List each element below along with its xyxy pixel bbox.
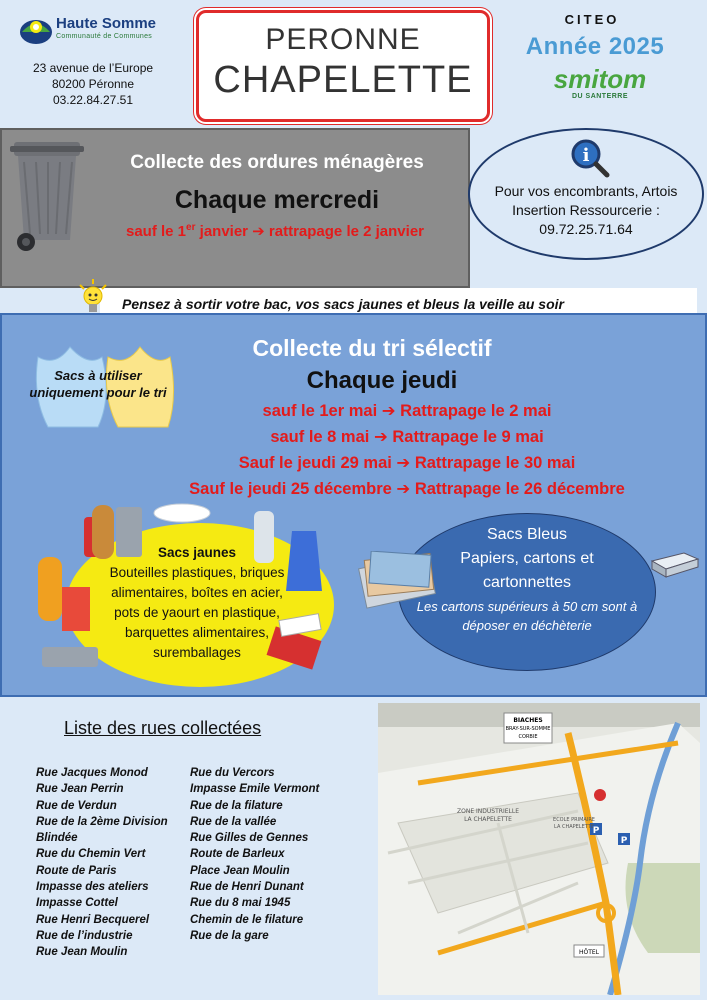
- sorting-exception: sauf le 1er mai ➔ Rattrapage le 2 mai: [262, 402, 552, 420]
- year-title: Année 2025: [525, 33, 665, 60]
- street-item: Rue de Verdun: [36, 799, 117, 812]
- sorting-exception: sauf le 8 mai ➔ Rattrapage le 9 mai: [270, 428, 544, 446]
- street-item: Impasse Cottel: [36, 897, 118, 910]
- smitom-name: smitom: [553, 64, 647, 94]
- street-item: Route de Paris: [36, 864, 117, 877]
- wheelie-bin-icon: [10, 136, 90, 254]
- household-exception-pre: sauf le 1: [126, 223, 187, 240]
- citeo-logo: CITEO: [564, 12, 620, 27]
- map-label-school: ECOLE PRIMAIRE: [553, 817, 595, 823]
- lightbulb-icon: [76, 278, 110, 318]
- street-item: Rue Jean Perrin: [36, 783, 124, 796]
- city-sign: [196, 10, 490, 122]
- household-title: Collecte des ordures ménagères: [130, 152, 424, 173]
- address-city: 80200 Péronne: [51, 77, 135, 91]
- address-block: [18, 60, 168, 108]
- street-item: Rue Henri Becquerel: [36, 913, 150, 926]
- street-item: Rue Jacques Monod: [36, 767, 148, 779]
- bags-usage-note: Sacs à utiliser uniquement pour le tri: [29, 368, 167, 400]
- streets-column-2: [190, 765, 370, 944]
- yellow-bags-items: Bouteilles plastiques, briques alimentaires, boîtes en acier, pots de yaourt en plastique, barquettes alimentaires, suremballages: [109, 565, 285, 660]
- street-item: Chemin de le filature: [190, 913, 304, 926]
- household-day: Chaque mercredi: [174, 186, 380, 214]
- street-item: Rue de la vallée: [190, 815, 277, 828]
- sorting-exception: Sauf le jeudi 29 mai ➔ Rattrapage le 30 mai: [238, 454, 576, 472]
- map-label-school-name: LA CHAPELETTE: [554, 824, 594, 830]
- street-item: Rue de la 2ème Division: [36, 815, 168, 828]
- map-label-zone: ZONE INDUSTRIELLE: [457, 808, 519, 815]
- street-item: Blindée: [36, 832, 78, 845]
- household-exception: [80, 222, 470, 240]
- sorting-title: Collecte du tri sélectif: [252, 335, 492, 361]
- street-item: Rue Jean Moulin: [36, 946, 128, 959]
- area-map: [378, 703, 700, 995]
- yellow-bags-title: Sacs jaunes: [157, 545, 237, 560]
- street-item: Route de Barleux: [190, 848, 285, 861]
- bulky-waste-text: Pour vos encombrants, Artois Insertion Ressourcerie : 09.72.25.71.64: [494, 183, 678, 237]
- street-item: Rue du Vercors: [190, 767, 275, 779]
- city-name-main: CHAPELETTE: [213, 59, 473, 101]
- map-label-corbie: CORBIE: [518, 734, 538, 740]
- street-item: Impasse des ateliers: [36, 881, 149, 894]
- svg-text:P: P: [620, 836, 628, 846]
- logo-name: Haute Somme: [56, 15, 157, 32]
- address-street: 23 avenue de l’Europe: [32, 61, 154, 75]
- address-phone: 03.22.84.27.51: [52, 93, 134, 107]
- map-label-hotel: HÔTEL: [578, 949, 600, 956]
- city-name-top: PERONNE: [265, 23, 421, 56]
- haute-somme-logo-icon: [18, 12, 54, 46]
- blue-bags-info: [414, 523, 640, 635]
- household-waste-panel: [0, 128, 470, 288]
- haute-somme-logo: [18, 12, 168, 52]
- blue-bags-note: Les cartons supérieurs à 50 cm sont à déposer en déchèterie: [416, 599, 638, 633]
- blue-bags-items: Papiers, cartons et: [460, 550, 594, 567]
- smitom-subtitle: DU SANTERRE: [571, 93, 629, 100]
- household-exception-post: janvier ➔ rattrapage le 2 janvier: [195, 223, 424, 240]
- street-item: Rue du Chemin Vert: [36, 848, 146, 861]
- street-item: Rue Gilles de Gennes: [190, 832, 309, 845]
- map-label-zone-name: LA CHAPELETTE: [464, 816, 512, 823]
- area-map-graphic: [378, 703, 700, 995]
- blue-bags-title: Sacs Bleus: [486, 526, 568, 543]
- yellow-bags-info: [106, 543, 288, 663]
- svg-text:i: i: [582, 145, 590, 166]
- blue-bags-items: cartonnettes: [482, 574, 572, 591]
- streets-title: Liste des rues collectées: [64, 718, 262, 738]
- bulky-waste-info: [468, 128, 704, 260]
- map-label-biaches: BIACHES: [513, 717, 543, 724]
- cardboard-box-icon: [650, 551, 700, 579]
- reminder-text: Pensez à sortir votre bac, vos sacs jaunes et bleus la veille au soir: [122, 296, 564, 312]
- sorting-exception: Sauf le jeudi 25 décembre ➔ Rattrapage le 26 décembre: [189, 480, 625, 498]
- map-label-bray: BRAY-SUR-SOMME: [505, 726, 551, 732]
- street-item: Impasse Emile Vermont: [190, 783, 320, 796]
- streets-column-1: [36, 765, 186, 961]
- smitom-logo: [540, 65, 660, 100]
- logo-subtitle: Communauté de Communes: [56, 33, 153, 40]
- sorting-day: Chaque jeudi: [306, 367, 458, 394]
- sorting-panel: [0, 313, 707, 697]
- street-item: Rue de l’industrie: [36, 929, 133, 942]
- street-item: Rue du 8 mai 1945: [190, 897, 291, 910]
- household-exception-sup: er: [186, 222, 196, 233]
- street-item: Rue de la filature: [190, 799, 283, 812]
- street-item: Rue de la gare: [190, 929, 269, 942]
- info-magnifier-icon: [570, 138, 610, 178]
- street-item: Place Jean Moulin: [190, 864, 290, 877]
- svg-text:P: P: [592, 826, 600, 836]
- street-item: Rue de Henri Dunant: [190, 881, 304, 894]
